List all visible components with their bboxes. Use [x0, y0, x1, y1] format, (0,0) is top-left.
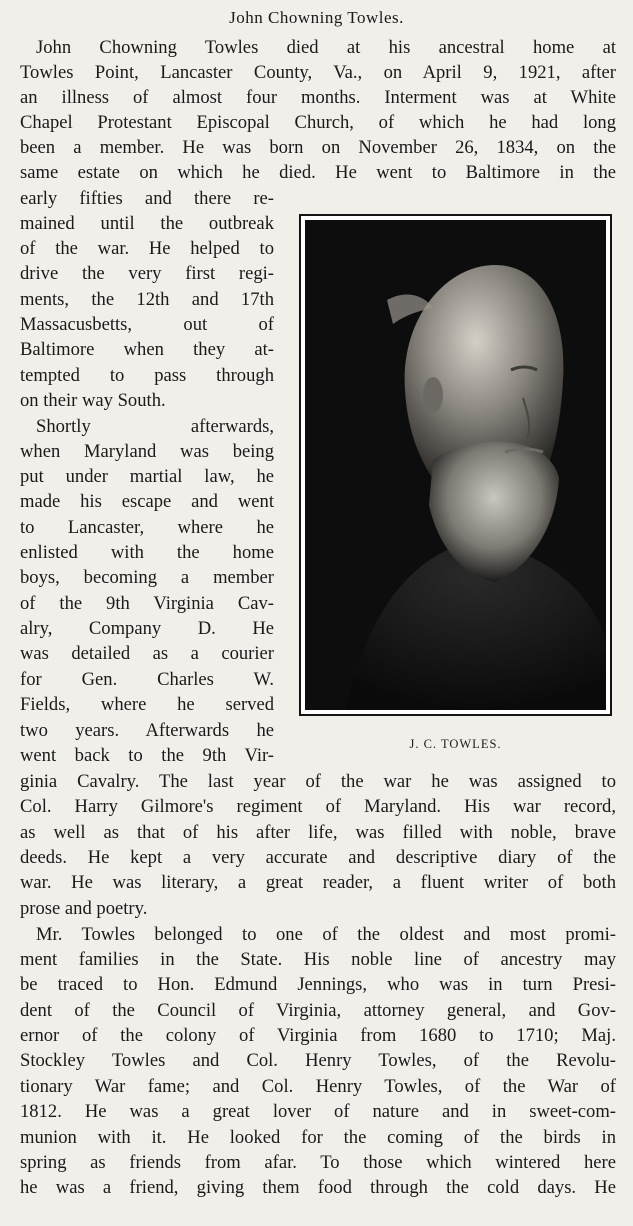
portrait-photo	[305, 220, 606, 710]
paragraph-line: when Maryland was being	[20, 441, 274, 462]
paragraph-line: spring as friends from afar. To those which wintered here	[20, 1152, 616, 1173]
paragraph-line: as well as that of his after life, was filled with noble, brave	[20, 822, 616, 843]
paragraph-line: munion with it. He looked for the coming of the birds in	[20, 1127, 616, 1148]
paragraph-line: Col. Harry Gilmore's regiment of Maryland. His war record,	[20, 796, 616, 817]
photo-caption: J. C. TOWLES.	[409, 737, 502, 751]
paragraph-line: deeds. He kept a very accurate and descriptive diary of the	[20, 847, 616, 868]
paragraph-line: drive the very first regi-	[20, 263, 274, 284]
paragraph-line: went back to the 9th Vir-	[20, 745, 274, 766]
paragraph-line: tempted to pass through	[20, 365, 274, 386]
paragraph-line: mained until the outbreak	[20, 213, 274, 234]
paragraph-line: of the war. He helped to	[20, 238, 274, 259]
paragraph-line: two years. Afterwards he	[20, 720, 274, 741]
paragraph-line: an illness of almost four months. Interment was at White	[20, 87, 616, 108]
paragraph-line: to Lancaster, where he	[20, 517, 274, 538]
paragraph-line: John Chowning Towles died at his ancestral home at	[36, 37, 616, 58]
paragraph-line: alry, Company D. He	[20, 618, 274, 639]
paragraph-line: Shortly afterwards,	[36, 416, 274, 437]
paragraph-line: tionary War fame; and Col. Henry Towles, of the War of	[20, 1076, 616, 1097]
paragraph-line: ginia Cavalry. The last year of the war he was assigned to	[20, 771, 616, 792]
paragraph-line: of the 9th Virginia Cav-	[20, 593, 274, 614]
paragraph-line: been a member. He was born on November 26, 1834, on the	[20, 137, 616, 158]
portrait-image	[305, 220, 606, 710]
paragraph-line: put under martial law, he	[20, 466, 274, 487]
paragraph-line: Massacusbetts, out of	[20, 314, 274, 335]
paragraph-line: 1812. He was a great lover of nature and in sweet-com-	[20, 1101, 616, 1122]
paragraph-line: ernor of the colony of Virginia from 1680 to 1710; Maj.	[20, 1025, 616, 1046]
paragraph-line: was detailed as a courier	[20, 643, 274, 664]
paragraph-line: be traced to Hon. Edmund Jennings, who was in turn Presi-	[20, 974, 616, 995]
paragraph-line: Fields, where he served	[20, 694, 274, 715]
paragraph-line: early fifties and there re-	[20, 188, 274, 209]
portrait-photo-frame	[299, 214, 612, 716]
paragraph-line: Mr. Towles belonged to one of the oldest and most promi-	[36, 924, 616, 945]
paragraph-line: Stockley Towles and Col. Henry Towles, of the Revolu-	[20, 1050, 616, 1071]
paragraph-line: on their way South.	[20, 390, 166, 411]
article-title: John Chowning Towles.	[229, 8, 404, 27]
paragraph-line: Baltimore when they at-	[20, 339, 274, 360]
paragraph-line: prose and poetry.	[20, 898, 148, 919]
paragraph-line: dent of the Council of Virginia, attorney general, and Gov-	[20, 1000, 616, 1021]
paragraph-line: Towles Point, Lancaster County, Va., on April 9, 1921, after	[20, 62, 616, 83]
paragraph-line: ment families in the State. His noble line of ancestry may	[20, 949, 616, 970]
paragraph-line: same estate on which he died. He went to Baltimore in the	[20, 162, 616, 183]
paragraph-line: ments, the 12th and 17th	[20, 289, 274, 310]
paragraph-line: war. He was literary, a great reader, a fluent writer of both	[20, 872, 616, 893]
paragraph-line: he was a friend, giving them food through the cold days. He	[20, 1177, 616, 1198]
paragraph-line: made his escape and went	[20, 491, 274, 512]
paragraph-line: enlisted with the home	[20, 542, 274, 563]
paragraph-line: Chapel Protestant Episcopal Church, of which he had long	[20, 112, 616, 133]
paragraph-line: boys, becoming a member	[20, 567, 274, 588]
paragraph-line: for Gen. Charles W.	[20, 669, 274, 690]
